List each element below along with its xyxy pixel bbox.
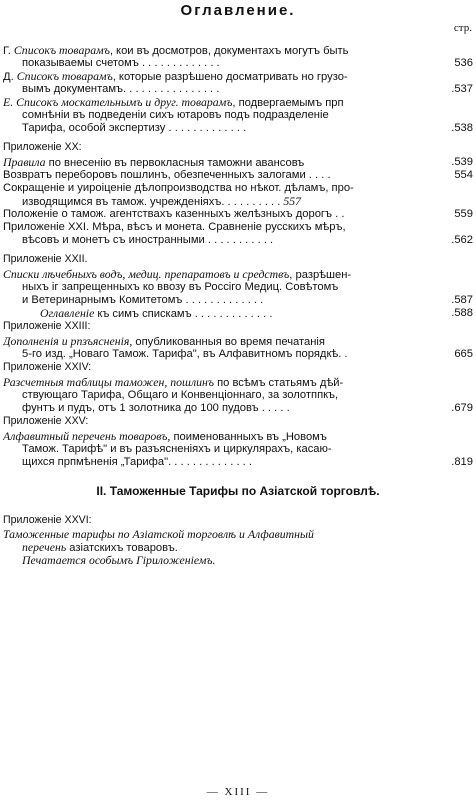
toc-line (3, 376, 456, 390)
toc-text: перечень (22, 541, 67, 554)
toc-text: фунтъ и пудъ, отъ 1 золотника до 100 пудовъ . . . . . (22, 402, 290, 414)
toc-text: Списокъ товарамъ (13, 44, 110, 57)
toc-line (22, 122, 456, 135)
toc-text: Дополненія и рпзъясненія, (3, 335, 133, 348)
toc-line (3, 514, 456, 527)
toc-page-number: .587 (451, 294, 473, 306)
toc-page-number: .819 (451, 456, 473, 468)
toc-line (22, 83, 456, 96)
toc-text: Положеніе о тамож. агентствахъ казенныхъ желѣзныхъ дорогъ . . (3, 208, 345, 220)
toc-text: по всѣмъ статьямъ дѣй- (213, 377, 344, 389)
toc-text: къ симъ спискамъ . . . . . . . . . . . . . (94, 308, 273, 320)
toc-line (3, 221, 456, 234)
toc-line (22, 234, 456, 247)
page-footer: — XIII — (206, 786, 270, 798)
toc-text: Тарифа, особой экспертизу . . . . . . . . . . . . . (22, 122, 247, 134)
toc-text: азіатскихъ товаровъ. (66, 542, 178, 554)
toc-page-number: 554 (454, 169, 473, 181)
toc-text: Печатается особымъ Гіриложеніемъ. (22, 554, 216, 567)
toc-text: , которые разрѣшено досматривать но грузо- (112, 71, 348, 83)
toc-line (22, 57, 456, 70)
toc-text: Приложеніе XXII. (3, 253, 88, 265)
toc-line (3, 268, 456, 282)
toc-text: показываемы счетомъ . . . . . . . . . . . . . (22, 57, 220, 69)
toc-line (3, 335, 456, 349)
toc-line (3, 96, 456, 110)
toc-line (22, 109, 456, 122)
toc-text: , кои въ досмотров, документахъ могутъ быть (109, 45, 349, 57)
toc-text: Сокращеніе и уироіценіе дѣлопроизводства но нѣкот. дѣламъ, про- (3, 182, 354, 194)
toc-line (22, 281, 456, 294)
toc-line (3, 208, 456, 221)
toc-text: Приложеніе XX: (3, 141, 82, 153)
toc-page-number: .537 (451, 83, 473, 95)
toc-text: сомнѣніи въ подведеніи сихъ ютаровъ подъ подразделеніе (22, 109, 329, 121)
toc-text: Г. (3, 45, 14, 57)
toc-line (22, 389, 456, 402)
toc-line (22, 195, 456, 209)
toc-page-number: 536 (454, 57, 473, 69)
toc-line (3, 44, 456, 58)
toc-text: 557 (280, 195, 302, 208)
toc-text: Приложеніе XXIV: (3, 361, 92, 373)
toc-text: Возвратъ переборовъ пошлинъ, обезпеченныхъ залогами . . . . (3, 169, 331, 181)
toc-text: Приложеніе XXI. Мѣра, вѣсъ и монета. Сравненіе русскихъ мѣръ, (3, 221, 346, 233)
toc-line (40, 307, 456, 321)
toc-text: опубликованныя во время печатанія (132, 336, 325, 348)
toc-page-number: .539 (451, 156, 473, 168)
toc-text: Тамож. Тарифѣ" и въ разъясненіяхъ и циркулярахъ, касаю- (22, 443, 332, 455)
toc-text: ствующаго Тарифа, Общаго и Конвенціоннаго, за золотппкъ, (22, 389, 339, 401)
toc-line (22, 402, 456, 415)
toc-text: Приложеніе XXIII: (3, 320, 91, 332)
toc-text: Списки лѣчебныхъ водъ, медиц. препаратовъ и средствъ (3, 268, 290, 281)
toc-line (3, 182, 456, 195)
toc-line (3, 70, 456, 84)
toc-text: Списокъ товарамъ (16, 70, 113, 83)
toc-text: Оглавленіе (40, 307, 95, 320)
toc-line (22, 348, 456, 361)
toc-text: вѣсовъ и монетъ съ иностранными . . . . . . . . . . . (22, 234, 274, 246)
toc-text: щихся прпмѣненія „Тарифа". . . . . . . . . . . . . . (22, 456, 252, 468)
toc-text: Таможенные тарифы по Азіатской торговлѣ и Алфавитный (3, 528, 314, 541)
toc-line (3, 528, 456, 542)
toc-text: поименованныхъ въ „Новомъ (170, 431, 327, 443)
toc-line (22, 554, 456, 568)
toc-text: по внесенію въ первокласныя таможни авансовъ (45, 157, 305, 169)
toc-text: 5-го изд. „Новаго Тамож. Тарифа", въ Алфавитномъ порядкѣ. . (22, 348, 348, 360)
toc-text: Приложеніе XXV: (3, 415, 89, 427)
toc-text: ныхъ іг запрещенныхъ ко ввозу въ Россіго Медиц. Совѣтомъ (22, 281, 339, 293)
toc-text: Правила (3, 156, 46, 169)
toc-line (3, 361, 456, 374)
toc-page-number: .679 (451, 402, 473, 414)
toc-line (3, 156, 456, 170)
toc-line (22, 443, 456, 456)
page-title: Оглавление. (180, 2, 296, 19)
toc-line (3, 430, 456, 444)
toc-text: Приложеніе XXVI: (3, 514, 92, 526)
toc-text: Разсчетныя таблицы таможен, пошлинъ (3, 376, 214, 389)
toc-page-number: .588 (451, 307, 473, 319)
section-heading: II. Таможенные Тарифы по Азіатской торговлѣ. (96, 484, 380, 498)
toc-text: вымъ документамъ. . . . . . . . . . . . . . . . (22, 83, 220, 95)
toc-text: Алфавитный перечень товаровъ, (3, 430, 171, 443)
toc-line (3, 415, 456, 428)
toc-line (22, 456, 456, 469)
toc-line (22, 541, 456, 555)
page-column-label: стр. (453, 22, 472, 34)
toc-text: , разрѣшен- (289, 269, 352, 281)
toc-page-number: 559 (454, 208, 473, 220)
toc-page-number: .562 (451, 234, 473, 246)
toc-line (22, 294, 456, 307)
toc-text: и Ветеринарнымъ Комитетомъ . . . . . . . . . . . . . (22, 294, 264, 306)
toc-line (3, 141, 456, 154)
toc-line (3, 253, 456, 266)
toc-text: , подвергаемымъ прп (232, 97, 344, 109)
toc-line (3, 320, 456, 333)
toc-text: изводящимся въ тамож. учрежденіяхъ. . . . . . . . . . (22, 196, 281, 208)
toc-page-number: .538 (451, 122, 473, 134)
toc-page-number: 665 (454, 348, 473, 360)
toc-line (3, 169, 456, 182)
toc-text: Д. (3, 71, 17, 83)
toc-text: Е. Списокъ москательнымъ и друг. товарамъ (3, 96, 233, 109)
